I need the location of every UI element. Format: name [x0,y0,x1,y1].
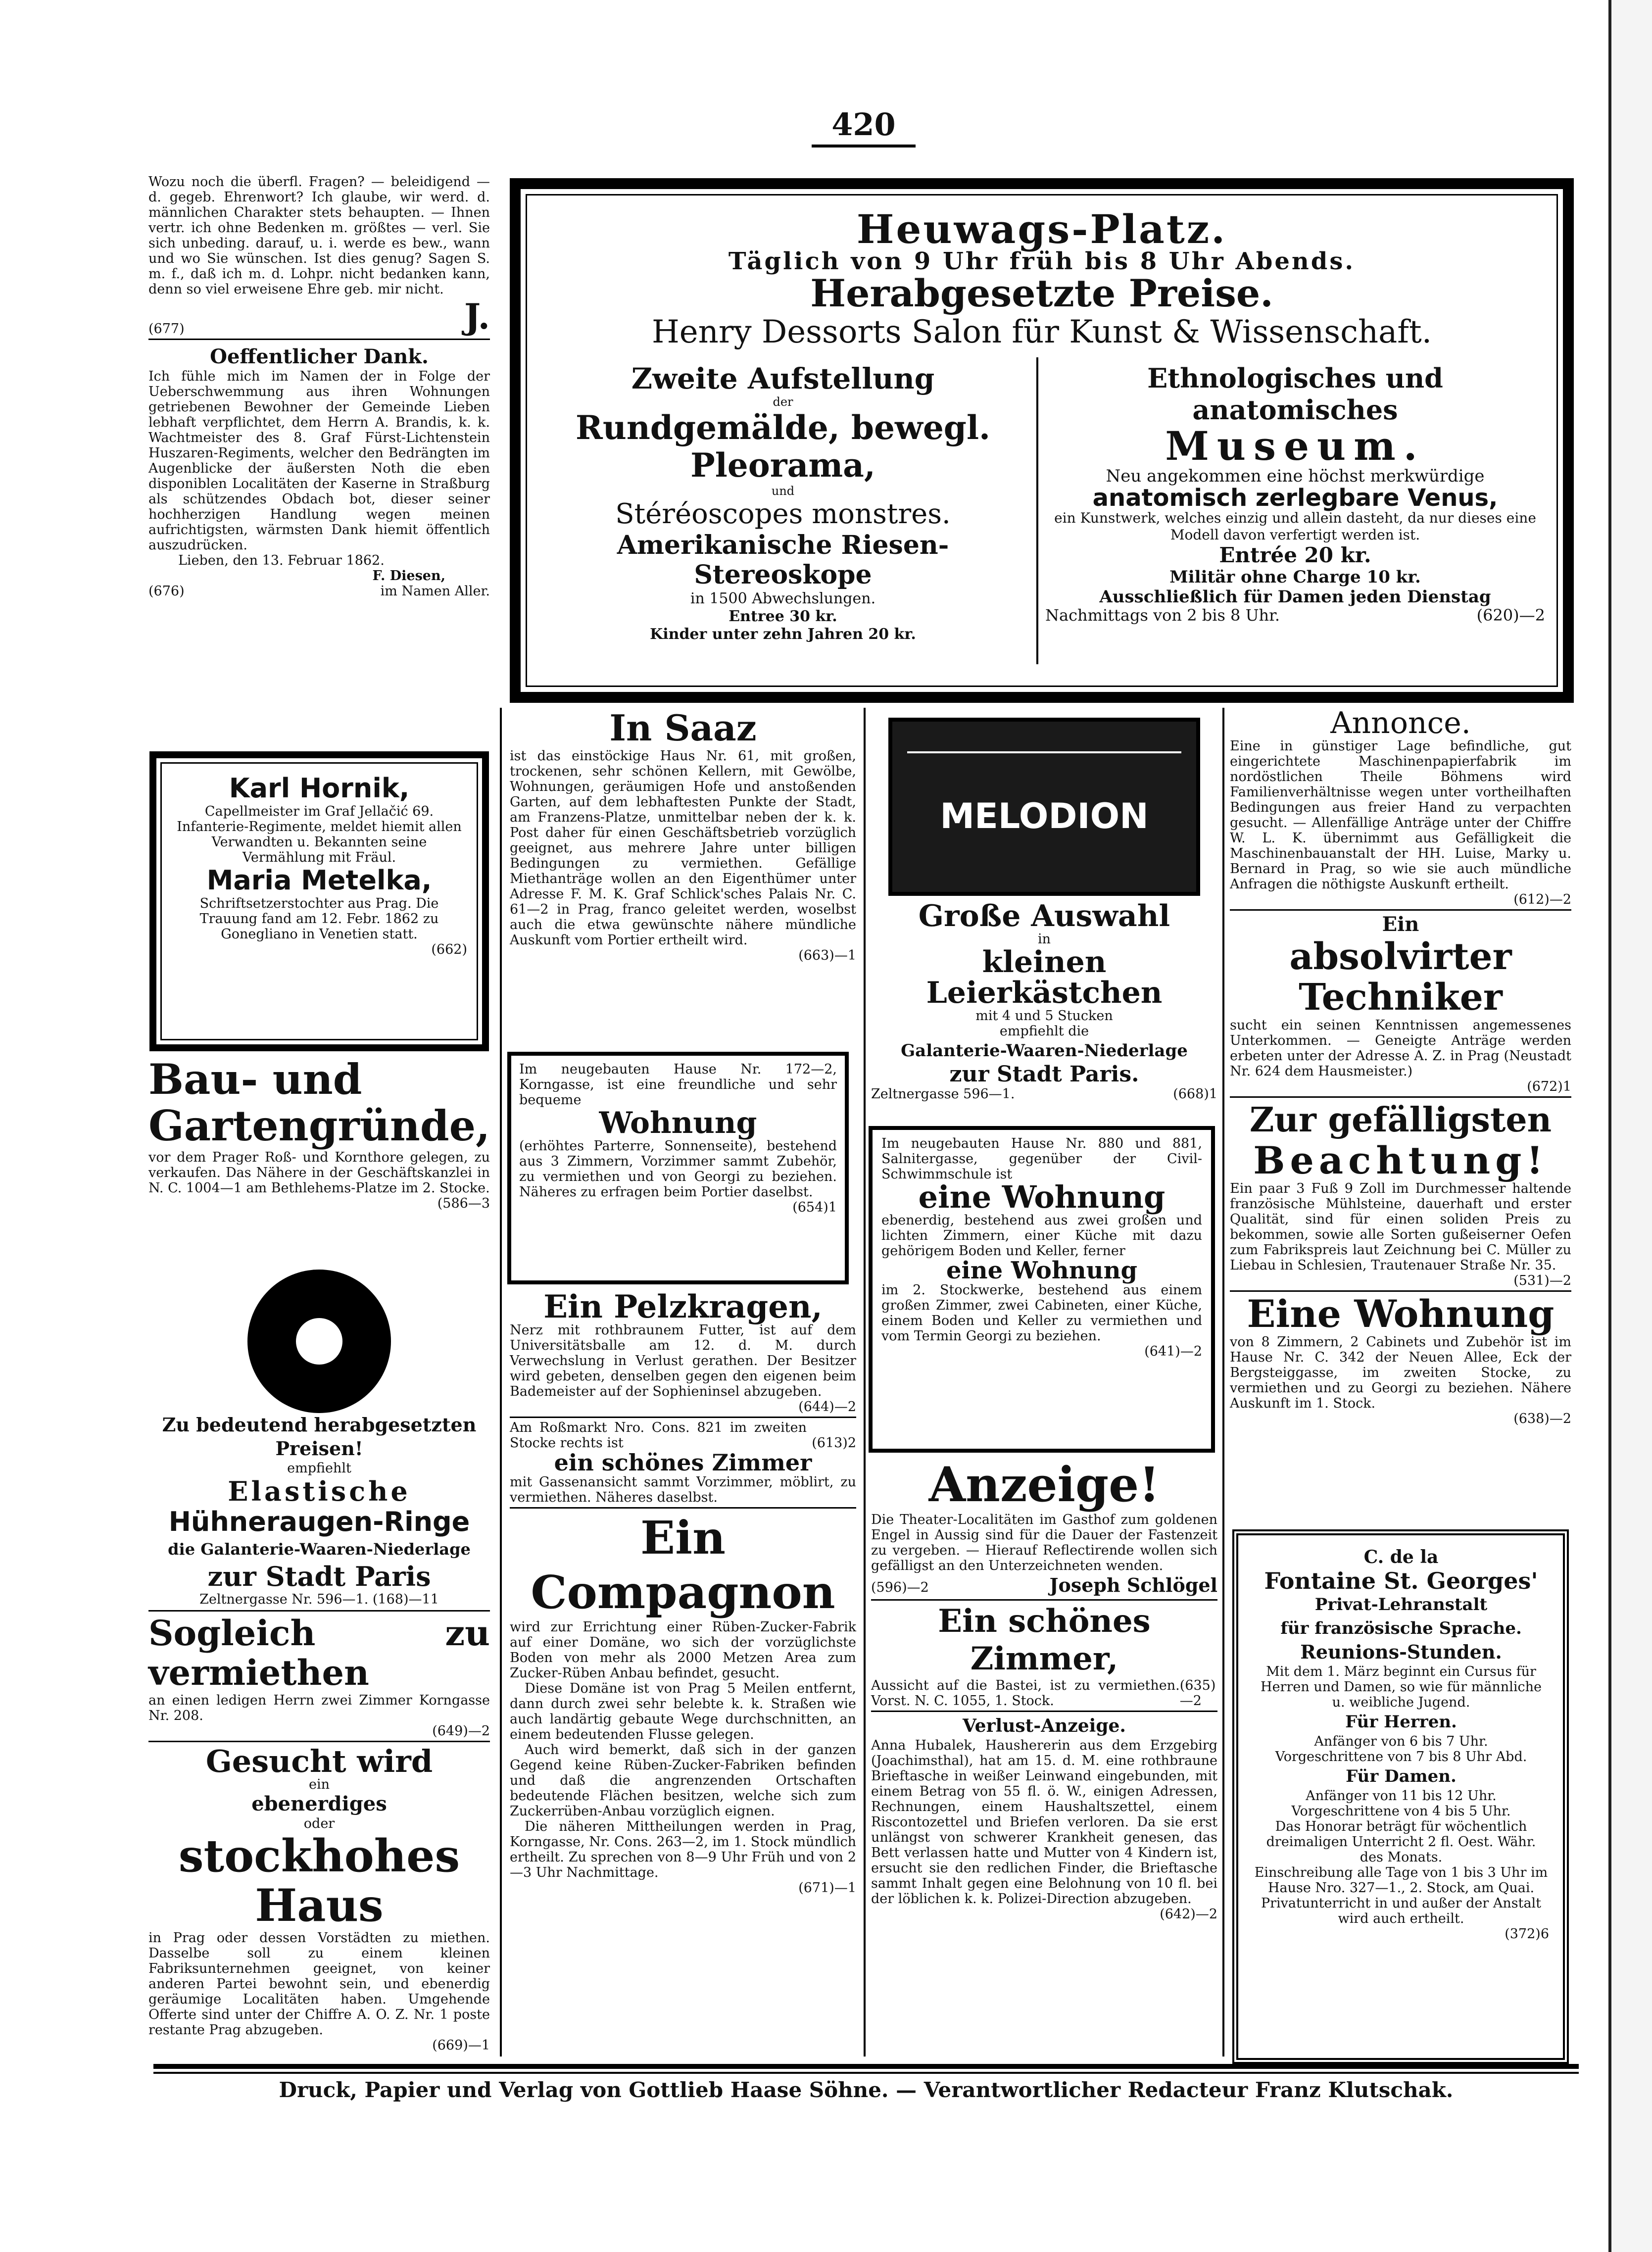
public-thanks-sig1: F. Diesen, [372,568,445,584]
heuwags-left-l3: Kinder unter zehn Jahren 20 kr. [650,626,916,643]
heuwags-left-und: und [771,484,795,498]
two-flats-title-2: eine Wohnung [946,1257,1138,1284]
school-men: Für Herren. [1345,1712,1457,1732]
loss-notice-text: Anna Hubalek, Haushererin aus dem Erzgebirg (Joachimsthal), hat am 15. d. M. eine rothbraune Brieftasche in weißer Leinwand eingebunden, mit einem Betrag von 55 fl. ö. W., einigen Adressen, Rechnungen, einem Haushaltszettel, einem Riscontozettel und Briefen verloren. Da sie erst unlängst von schwerer Krankheit genesen, das Bett verlassen hatte und Mutter von 4 Kindern ist, ersucht sie den redlichen Finder, die Brieftasche sammt Inhalt gegen eine Belohnung von 10 fl. bei der löblichen k. k. Polizei-Direction abzugeben. [871,1738,1217,1907]
two-flats-text-3: im 2. Stockwerke, bestehend aus einem großen Zimmer, zwei Cabineten, einer Küche, einem Boden und Keller zu vermiethen und vom Termin Georgi zu beziehen. [881,1282,1202,1344]
technician-a: Ein [1382,913,1419,936]
corn-ring-store-name: zur Stadt Paris [207,1561,431,1592]
groom-name: Karl Hornik, [229,773,410,804]
school-women: Für Damen. [1346,1766,1457,1786]
heuwags-right-h3: anatomisch zerlegbare Venus, [1092,484,1498,512]
heuwags-right-l3: Militär ohne Charge 10 kr. [1169,567,1421,587]
heuwags-left-l2: Entree 30 kr. [729,608,837,625]
melodion-product: kleinen Leierkästchen [926,945,1163,1010]
wanted-text: in Prag oder dessen Vorstädten zu miethen. Dasselbe soll zu einem kleinen Fabriksunternehmen geeignet, von keiner anderen Partei bewohnt sein, und ebenerdig geräumige Localitäten haben. Umgehende Offerte sind unter der Chiffre A. O. Z. Nr. 1 poste restante Prag abzugeben. [148,1930,490,2038]
annonce-title: Annonce. [1330,706,1471,740]
companion-code: (671)—1 [798,1880,856,1896]
column-1 [148,174,490,599]
nice-room-title: Ein schönes Zimmer, [938,1603,1151,1677]
fur-collar-title: Ein Pelzkragen, [543,1288,823,1325]
melodion-address: Zeltnergasse 596—1. [871,1086,1015,1102]
school-fee: Das Honorar beträgt für wöchentlich dreimaligen Unterricht 2 fl. Oest. Währ. des Monats. [1266,1819,1536,1865]
heuwags-left-der: der [773,395,793,409]
companion-text-1: wird zur Errichtung einer Rüben-Zucker-Fabrik auf einer Domäne, wo sich der vorzüglichste Boden von mehr als 2000 Metzen Area zum Zucker-Rüben Anbau befindet, gesucht. [510,1619,856,1681]
room-ad-text-1: Am Roßmarkt Nro. Cons. 821 im zweiten Stocke rechts ist [510,1420,807,1451]
two-flats-code: (641)—2 [1144,1344,1202,1359]
saaz-code: (663)—1 [798,948,856,963]
footer-rule-top [153,2064,1579,2069]
column-1-lower [148,1057,490,1211]
public-thanks-code: (676) [148,584,185,599]
heuwags-right-h4: Entrée 20 kr. [1219,543,1371,567]
companion-text-3: Auch wird bemerkt, daß sich in der ganzen Gegend keine Rüben-Zucker-Fabriken befinden und daß die angrenzenden Ortschaften bedeutende Flächen besitzen, welche sich zum Zuckerrüben-Anbau vorzüglich eignen. [510,1742,856,1819]
fur-collar-code: (644)—2 [798,1399,856,1415]
heuwags-left-h3: Stéréoscopes monstres. [615,498,951,530]
two-flats-text-2: ebenerdig, bestehend aus zwei großen und lichten Zimmern, einer Küche mit dazu gehörigem Boden und Keller, ferner [881,1213,1202,1259]
school-enrol: Einschreibung alle Tage von 1 bis 3 Uhr im Hause Nro. 327—1., 2. Stock, am Quai. [1254,1865,1548,1896]
column-2 [510,708,856,963]
apartment-code: (638)—2 [1513,1411,1571,1426]
public-thanks-text: Ich fühle mich im Namen der in Folge der Ueberschwemmung aus ihren Wohnungen getriebenen Bewohner der Gemeinde Lieben lebhaft verpflichtet, dem Herrn A. Brandis, k. k. Wachtmeister des 8. Graf Fürst-Lichtenstein Huszaren-Regiments, welcher den Bedrängten im Augenblicke der äußersten Noth die eben disponiblen Localitäten der Kaserne in Straßburg als schützendes Obdach bot, dieser seiner hochherzigen Handlung wegen meinen aufrichtigsten, wärmsten Dank hiemit öffentlich auszudrücken. [148,369,490,553]
school-name-2: Fontaine St. Georges' [1264,1567,1538,1594]
attention-text: Ein paar 3 Fuß 9 Zoll im Durchmesser haltende französische Mühlsteine, dauerhaft und erster Qualität, sind für einen soliden Preis zu bekommen, sowie alle Sorten gußeiserner Oefen zum Fabrikspreis laut Zeichnung bei C. Müller zu Liebau in Schlesien, Trautenauer Straße Nr. 35. [1230,1181,1571,1273]
wedding-code: (662) [431,942,467,957]
technician-title: absolvirter Techniker [1289,935,1512,1019]
garden-land-title-1: Bau- und [148,1055,362,1104]
heuwags-right-l1: Neu angekommen eine höchst merkwürdige [1106,466,1485,486]
apartment-text: von 8 Zimmern, 2 Cabinets und Zubehör ist im Hause Nr. C. 342 der Neuen Allee, Eck der Bergsteiggasse, im zweiten Stocke, zu vermiethen und zu Georgi zu beziehen. Nähere Auskunft im 1. Stock. [1230,1334,1571,1411]
school-private: Privatunterricht in und außer der Anstalt wird auch ertheilt. [1261,1896,1542,1926]
heuwags-right-h2: Museum. [1165,423,1425,469]
public-thanks-title: Oeffentlicher Dank. [210,345,429,368]
technician-text: sucht ein seinen Kenntnissen angemessenes Unterkommen. — Geneigte Anträge werden erbeten unter der Adresse A. Z. in Prag (Neustadt Nr. 624 dem Hausmeister.) [1230,1018,1571,1079]
column-3 [871,901,1217,1102]
attention-title-1: Zur gefälligsten [1249,1100,1552,1140]
bride-name: Maria Metelka, [206,865,432,896]
school-men-adv: Vorgeschrittene von 7 bis 8 Uhr Abd. [1275,1749,1527,1764]
public-thanks-sig2: im Namen Aller. [380,584,490,599]
corn-ring-image [247,1270,391,1413]
room-ad-code: (613)2 [812,1435,856,1451]
annonce-text: Eine in günstiger Lage befindliche, gut eingerichtete Maschinenpapierfabrik im nordöstlichen Theile Böhmens wird Familienverhältnisse wegen unter vortheilhaften Bedingungen aus freier Hand zu verpachten gesucht. — Allenfällige Anträge unter der Chiffre W. L. K. übernimmt aus Gefälligkeit die Maschinenbauanstalt der HH. Luise, Marky u. Bernard in Prag, so wie sie auch mündliche Anfragen die nöthigste Auskunft ertheilt. [1230,738,1571,892]
loss-notice-code: (642)—2 [1160,1907,1217,1922]
heuwags-left-l1: in 1500 Abwechslungen. [690,590,876,607]
notice-code: (596)—2 [871,1580,929,1595]
heuwags-right-h1: Ethnologisches und anatomisches [1147,362,1443,426]
corn-ring-recommends: empfiehlt [287,1461,351,1476]
apartment-title: Eine Wohnung [1247,1292,1555,1336]
melodion-code: (668)1 [1173,1086,1217,1102]
heuwags-ad-frame [510,178,1574,703]
rent-now-title: Sogleich zu vermiethen [148,1613,490,1693]
heuwags-left-h4: Amerikanische Riesen-Stereoskope [617,530,949,590]
wedding-notice-frame [149,751,489,1051]
school-type: Privat-Lehranstalt [1314,1595,1488,1615]
companion-text-2: Diese Domäne ist von Prag 5 Meilen entfernt, dann durch zwei sehr belebte k. k. Straßen wie auch landärtig gebaute Wege durchschnitten, an einem bedeutenden Flusse gelegen. [510,1681,856,1742]
saaz-title: In Saaz [609,707,757,749]
two-flats-frame [869,1126,1215,1453]
nice-room-code: (635)—2 [1179,1678,1216,1709]
school-men-beg: Anfänger von 6 bis 7 Uhr. [1314,1734,1488,1749]
melodion-recommends: empfiehlt die [999,1024,1089,1039]
heuwags-right-l5: Nachmittags von 2 bis 8 Uhr. [1045,606,1280,625]
corn-ring-product: Hühneraugen-Ringe [168,1506,470,1537]
heuwags-left-h2: Rundgemälde, bewegl. Pleorama, [575,408,991,485]
notice-signature: Joseph Schlögel [1049,1574,1217,1596]
heuwags-hours: Täglich von 9 Uhr früh bis 8 Uhr Abends. [728,247,1356,275]
melodion-store-name: zur Stadt Paris. [949,1062,1139,1087]
anon-notice-text: Wozu noch die überfl. Fragen? — beleidigend — d. gegeb. Ehrenwort? Ich glaube, wir werd. d. männlichen Charakter stets behaupten. — Ihnen vertr. ich ohne Bedenken m. größtes — verl. Sie sich unbeding. darauf, u. i. werde es bew., wann und wo Sie wünschen. Ist dies genug? Sagen S. m. f., daß ich m. d. Lohpr. nicht bedanken kann, denn so viel erweisene Ehre geb. mir nicht. [148,174,490,297]
corn-ring-store-type: die Galanterie-Waaren-Niederlage [168,1540,471,1559]
school-course: Mit dem 1. März beginnt ein Cursus für Herren und Damen, so wie für männliche u. weibliche Jugend. [1261,1664,1542,1710]
melodion-selection: Große Auswahl [918,899,1170,933]
corn-ring-elastic: Elastische [228,1475,411,1507]
attention-code: (531)—2 [1513,1273,1571,1288]
loss-notice-title: Verlust-Anzeige. [963,1715,1126,1736]
two-flats-text-1: Im neugebauten Hause Nr. 880 und 881, Salnitergasse, gegenüber der Civil-Schwimmschule ist [881,1136,1202,1182]
school-reunions: Reunions-Stunden. [1300,1641,1502,1663]
school-women-beg: Anfänger von 11 bis 12 Uhr. [1306,1788,1497,1804]
technician-code: (672)1 [1527,1079,1571,1094]
garden-land-title-2: Gartengründe, [148,1101,490,1150]
school-code: (372)6 [1505,1926,1549,1942]
flat-ad-text-1: Im neugebauten Hause Nr. 172—2, Korngasse, ist eine freundliche und sehr bequeme [519,1062,837,1108]
melodion-store-type: Galanterie-Waaren-Niederlage [901,1041,1188,1061]
notice-title: Anzeige! [928,1457,1160,1513]
two-flats-title-1: eine Wohnung [918,1179,1166,1215]
footer-rule-bottom [153,2072,1579,2074]
attention-title-2: Beachtung! [1253,1138,1548,1182]
heuwags-salon: Henry Dessorts Salon für Kunst & Wissenschaft. [651,314,1432,350]
anon-notice-code: (677) [148,321,185,337]
melodion-in: in [1037,931,1051,947]
heuwags-left-h1: Zweite Aufstellung [631,362,935,395]
wanted-or: oder [303,1816,335,1831]
heuwags-title: Heuwags-Platz. [856,206,1227,252]
column-4 [1230,708,1571,1426]
anon-notice-signature: J. [464,296,490,337]
wanted-code: (669)—1 [432,2038,490,2053]
garden-land-text: vor dem Prager Roß- und Kornthore gelegen, zu verkaufen. Das Nähere in der Geschäftskanzlei in N. C. 1004—1 am Bethlehems-Platze im 2. Stocke. [148,1150,490,1196]
saaz-text: ist das einstöckige Haus Nr. 61, mit großen, trockenen, sehr schönen Kellern, mit Gewölbe, Wohnungen, geräumigen Hofe und anstoßenden Garten, auf dem lebhaftesten Punkte der Stadt, am Franzens-Platze, unmittelbar neben der k. k. Post daher für einen Geschäftsbetrieb vorzüglich geeignet, aus mehrere Jahre unter billigen Bedingungen zu vermiethen. Gefällige Miethanträge wollen an den Eigenthümer unter Adresse F. M. K. Graf Schlick'sches Palais Nr. C. 61—2 in Prag, franco geleitet werden, woselbst auch die etwa gewünschte nähere mündliche Auskunft vom Portier ertheilt wird. [510,748,856,948]
heuwags-reduced: Herabgesetzte Preise. [810,271,1273,315]
wanted-house: stockhohes Haus [178,1830,460,1932]
wanted-ground-floor: ebenerdiges [251,1792,387,1815]
companion-text-4: Die näheren Mittheilungen werden in Prag, Korngasse, Nr. Cons. 263—2, im 1. Stock mündlich ertheilt. Zu sprechen von 8—9 Uhr Früh und von 2—3 Uhr Nachmittage. [510,1819,856,1880]
nice-room-text: Aussicht auf die Bastei, ist zu vermiethen. Vorst. N. C. 1055, 1. Stock. [871,1678,1180,1709]
corn-ring-address: Zeltnergasse Nr. 596—1. (168)—11 [199,1592,439,1607]
wedding-text-1: Capellmeister im Graf Jellačić 69. Infanterie-Regimente, meldet hiemit allen Verwandten u. Bekannten seine Vermählung mit Fräul. [177,804,462,865]
heuwags-code: (620)—2 [1476,606,1545,625]
school-women-adv: Vorgeschrittene von 4 bis 5 Uhr. [1291,1804,1511,1819]
column-2-lower [510,1288,856,1896]
column-3-lower [871,1458,1217,1922]
public-thanks-date: Lieben, den 13. Februar 1862. [178,553,385,568]
room-ad-title: ein schönes Zimmer [554,1449,812,1476]
school-name-1: C. de la [1363,1547,1439,1567]
column-1-bottom [148,1614,490,2053]
page-edge [1608,0,1652,2252]
flat-ad-text-2: (erhöhtes Parterre, Sonnenseite), bestehend aus 3 Zimmern, Vorzimmer sammt Zubehör, zu vermiethen und von Georgi zu beziehen. Näheres zu erfragen beim Portier daselbst. [519,1138,837,1200]
companion-title: Ein Compagnon [531,1511,835,1619]
page-number: 420 [812,106,916,147]
corn-ring-ad [148,1413,490,1612]
room-ad-text-2: mit Gassenansicht sammt Vorzimmer, möblirt, zu vermiethen. Näheres daselbst. [510,1474,856,1505]
school-subject: für französische Sprache. [1280,1618,1522,1638]
flat-ad-code: (654)1 [792,1200,837,1215]
annonce-code: (612)—2 [1513,892,1571,907]
garden-land-code: (586—3 [437,1196,490,1211]
rent-now-code: (649)—2 [432,1723,490,1739]
column-rule-2 [864,708,866,2056]
wedding-text-2: Schriftsetzerstochter aus Prag. Die Trauung fand am 12. Febr. 1862 zu Gonegliano in Venetien statt. [199,896,439,942]
printer-imprint: Druck, Papier und Verlag von Gottlieb Haase Söhne. — Verantwortlicher Redacteur Franz Klutschak. [279,2078,1454,2102]
wanted-a: ein [308,1777,330,1792]
wanted-title: Gesucht wird [205,1743,433,1779]
melodion-label: MELODION [940,796,1149,836]
notice-text: Die Theater-Localitäten im Gasthof zum goldenen Engel in Aussig sind für die Dauer der Fastenzeit zu vergeben. — Hierauf Reflectirende wollen sich gefälligst an den Unterzeichneten wenden. [871,1512,1217,1573]
flat-ad-frame [507,1052,849,1284]
heuwags-right-l4: Ausschließlich für Damen jeden Dienstag [1099,587,1491,607]
rent-now-text: an einen ledigen Herrn zwei Zimmer Korngasse Nr. 208. [148,1693,490,1723]
flat-ad-title: Wohnung [599,1106,757,1140]
melodion-pieces: mit 4 und 5 Stucken [975,1008,1113,1024]
language-school-frame [1232,1529,1569,2064]
melodion-box-image [888,718,1200,896]
column-rule-3 [1222,708,1224,2056]
corn-ring-headline: Zu bedeutend herabgesetzten Preisen! [162,1414,477,1460]
heuwags-right-l2: ein Kunstwerk, welches einzig und allein dasteht, da nur dieses eine Modell davon verfertigt werden ist. [1054,510,1536,543]
column-rule-1 [500,708,502,2056]
fur-collar-text: Nerz mit rothbraunem Futter, ist auf dem Universitätsballe am 12. d. M. durch Verwechslung in Verlust gerathen. Der Besitzer wird gebeten, denselben gegen den eigenen beim Bademeister auf der Sophieninsel abzugeben. [510,1322,856,1399]
